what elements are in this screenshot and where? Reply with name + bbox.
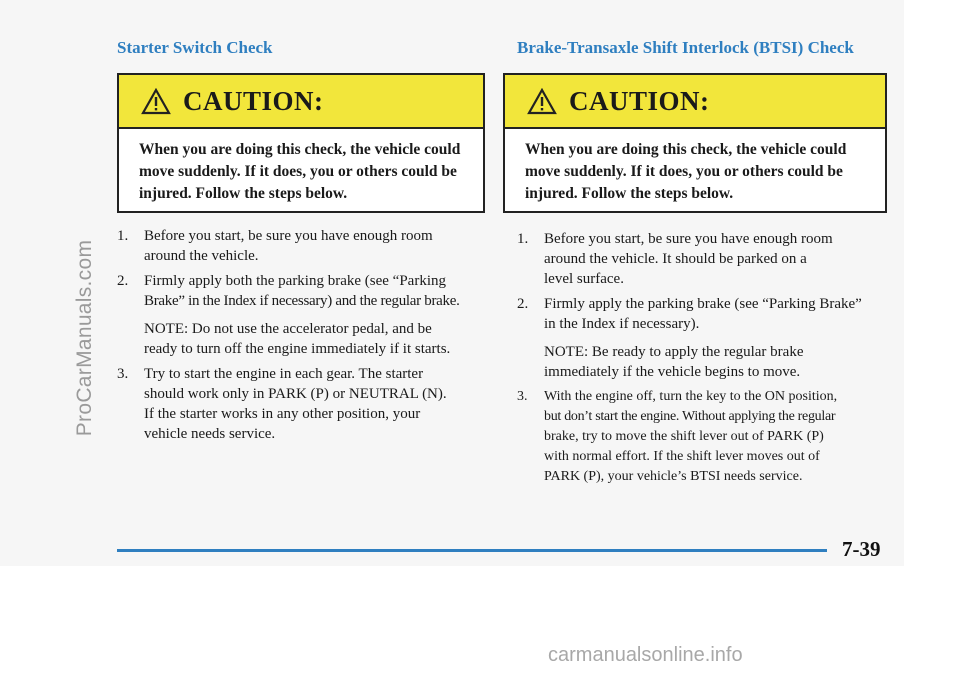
warning-triangle-icon (141, 88, 171, 115)
caution-line: move suddenly. If it does, you or others could be (525, 163, 843, 180)
step-item (117, 364, 497, 444)
step-item (517, 294, 902, 382)
step-number: 3. (117, 366, 129, 382)
step-line: in the Index if necessary). (544, 316, 700, 332)
left-caution-box (117, 73, 485, 213)
side-watermark: ProCarManuals.com (73, 239, 96, 437)
step-line: around the vehicle. It should be parked on a (544, 251, 807, 267)
step-item (517, 229, 902, 289)
bottom-watermark: carmanualsonline.info (548, 644, 743, 666)
left-caution-text (119, 129, 483, 205)
step-line: Before you start, be sure you have enough room (544, 231, 833, 247)
note-line: immediately if the vehicle begins to move. (544, 364, 801, 380)
step-line: If the starter works in any other position, your (144, 406, 421, 422)
right-steps-list (517, 229, 902, 492)
step-line: level surface. (544, 271, 624, 287)
warning-triangle-icon (527, 88, 557, 115)
step-number: 2. (117, 273, 129, 289)
left-caution-label: CAUTION: (183, 85, 324, 116)
note-line: ready to turn off the engine immediately if it starts. (144, 341, 451, 357)
step-note (144, 319, 497, 359)
step-item (117, 271, 497, 359)
step-number: 3. (517, 389, 528, 404)
step-line: Firmly apply both the parking brake (see “Parking (144, 273, 447, 289)
footer-rule (117, 549, 827, 552)
step-note (544, 342, 902, 382)
caution-line: move suddenly. If it does, you or others could be (139, 163, 457, 180)
caution-line: injured. Follow the steps below. (525, 185, 734, 202)
right-caution-header (505, 75, 885, 129)
left-steps-list (117, 226, 497, 449)
right-caution-box (503, 73, 887, 213)
step-number: 1. (117, 228, 129, 244)
step-number: 1. (517, 231, 529, 247)
right-caution-text (505, 129, 885, 205)
left-section-title: Starter Switch Check (117, 38, 273, 57)
page-number: 7-39 (842, 537, 881, 561)
step-line: vehicle needs service. (144, 426, 276, 442)
step-item (117, 226, 497, 266)
step-line: Firmly apply the parking brake (see “Parking Brake” (544, 296, 862, 312)
step-line: brake, try to move the shift lever out of PARK (P) (544, 429, 824, 444)
step-number: 2. (517, 296, 529, 312)
caution-line: When you are doing this check, the vehicle could (139, 141, 461, 158)
step-line: should work only in PARK (P) or NEUTRAL (N). (144, 386, 447, 402)
step-line: around the vehicle. (144, 248, 259, 264)
left-caution-header (119, 75, 483, 129)
step-line: Brake” in the Index if necessary) and the regular brake. (144, 293, 460, 309)
right-caution-label: CAUTION: (569, 85, 710, 116)
caution-line: injured. Follow the steps below. (139, 185, 348, 202)
step-line: with normal effort. If the shift lever moves out of (544, 449, 820, 464)
step-line: Try to start the engine in each gear. The starter (144, 366, 424, 382)
note-line: NOTE: Do not use the accelerator pedal, and be (144, 321, 432, 337)
right-section-title: Brake-Transaxle Shift Interlock (BTSI) Check (517, 38, 854, 57)
note-line: NOTE: Be ready to apply the regular brake (544, 344, 804, 360)
step-line: but don’t start the engine. Without applying the regular (544, 409, 836, 424)
step-line: PARK (P), your vehicle’s BTSI needs service. (544, 469, 803, 484)
step-line: With the engine off, turn the key to the ON position, (544, 389, 838, 404)
step-item (517, 387, 902, 487)
caution-line: When you are doing this check, the vehicle could (525, 141, 847, 158)
step-line: Before you start, be sure you have enough room (144, 228, 433, 244)
